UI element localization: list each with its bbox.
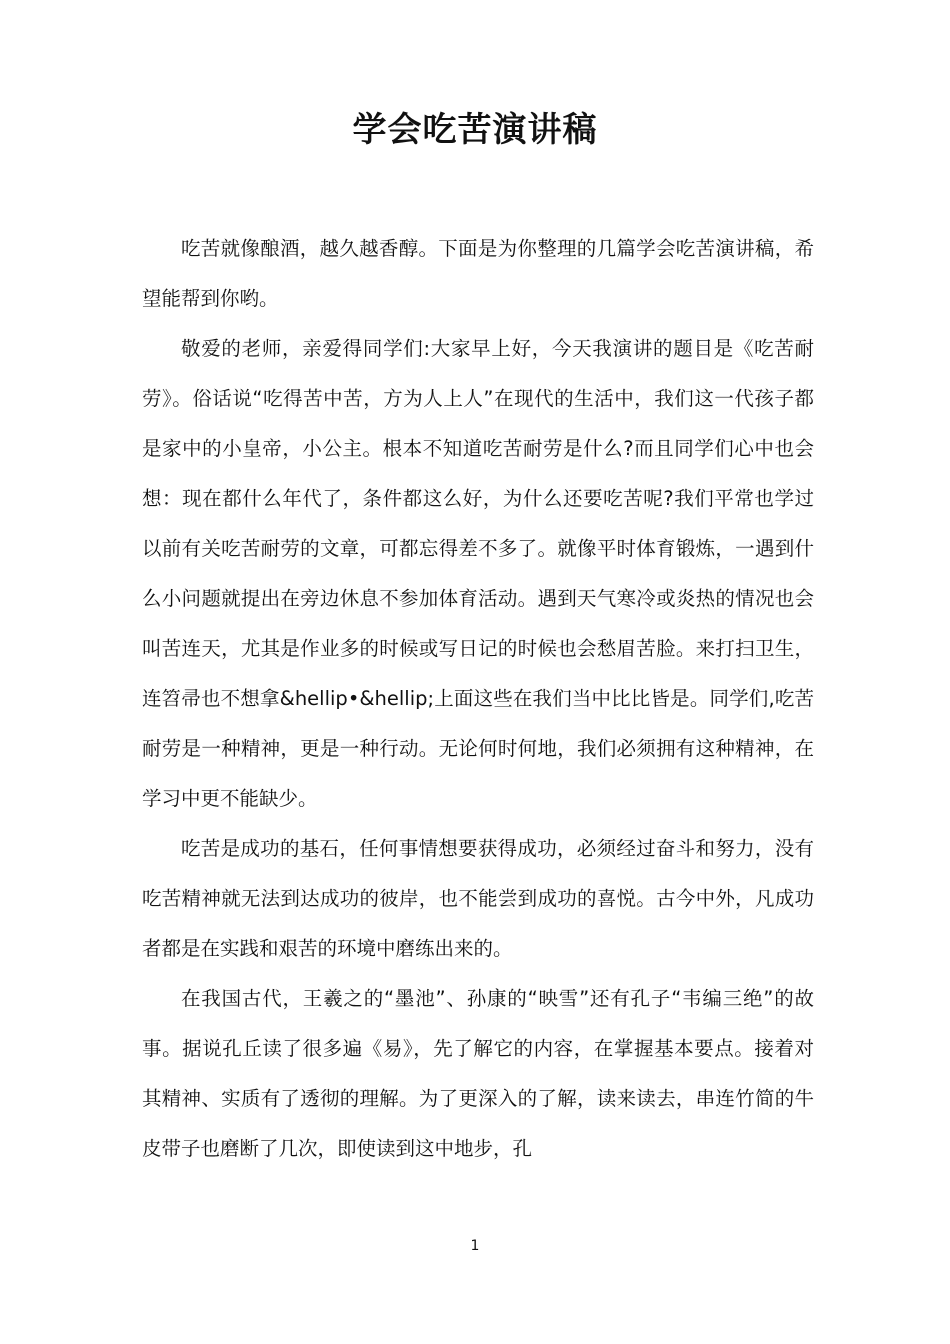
paragraph-ancient-examples: 在我国古代，王羲之的“墨池”、孙康的“映雪”还有孔子“韦编三绝”的故事。据说孔丘读了很多遍《易》，先了解它的内容，在掌握基本要点。接着对其精神、实质有了透彻的理解。为了更深入的了解，读来读去，串连竹简的牛皮带子也磨断了几次，即使读到这中地步，孔 xyxy=(142,987,814,1160)
paragraph-intro: 吃苦就像酿酒，越久越香醇。下面是为你整理的几篇学会吃苦演讲稿，希望能帮到你哟。 xyxy=(142,237,814,310)
document-title: 学会吃苦演讲稿 xyxy=(352,110,598,150)
page-number: 1 xyxy=(470,1238,480,1254)
paragraph-speech-opening: 敬爱的老师，亲爱得同学们:大家早上好，今天我演讲的题目是《吃苦耐劳》。俗话说“吃得苦中苦，方为人上人”在现代的生活中，我们这一代孩子都是家中的小皇帝，小公主。根本不知道吃苦耐劳是什么?而且同学们心中也会想：现在都什么年代了，条件都这么好，为什么还要吃苦呢?我们平常也学过以前有关吃苦耐劳的文章，可都忘得差不多了。就像平时体育锻炼，一遇到什么小问题就提出在旁边休息不参加体育活动。遇到天气寒冷或炎热的情况也会叫苦连天，尤其是作业多的时候或写日记的时候也会愁眉苦脸。来打扫卫生，连笤帚也不想拿&hellip•&hellip;上面这些在我们当中比比皆是。同学们,吃苦耐劳是一种精神，更是一种行动。无论何时何地，我们必须拥有这种精神，在学习中更不能缺少。 xyxy=(142,337,814,810)
paragraph-success-foundation: 吃苦是成功的基石，任何事情想要获得成功，必须经过奋斗和努力，没有吃苦精神就无法到达成功的彼岸，也不能尝到成功的喜悦。古今中外，凡成功者都是在实践和艰苦的环境中磨练出来的。 xyxy=(142,837,814,960)
document-body xyxy=(142,224,814,1174)
